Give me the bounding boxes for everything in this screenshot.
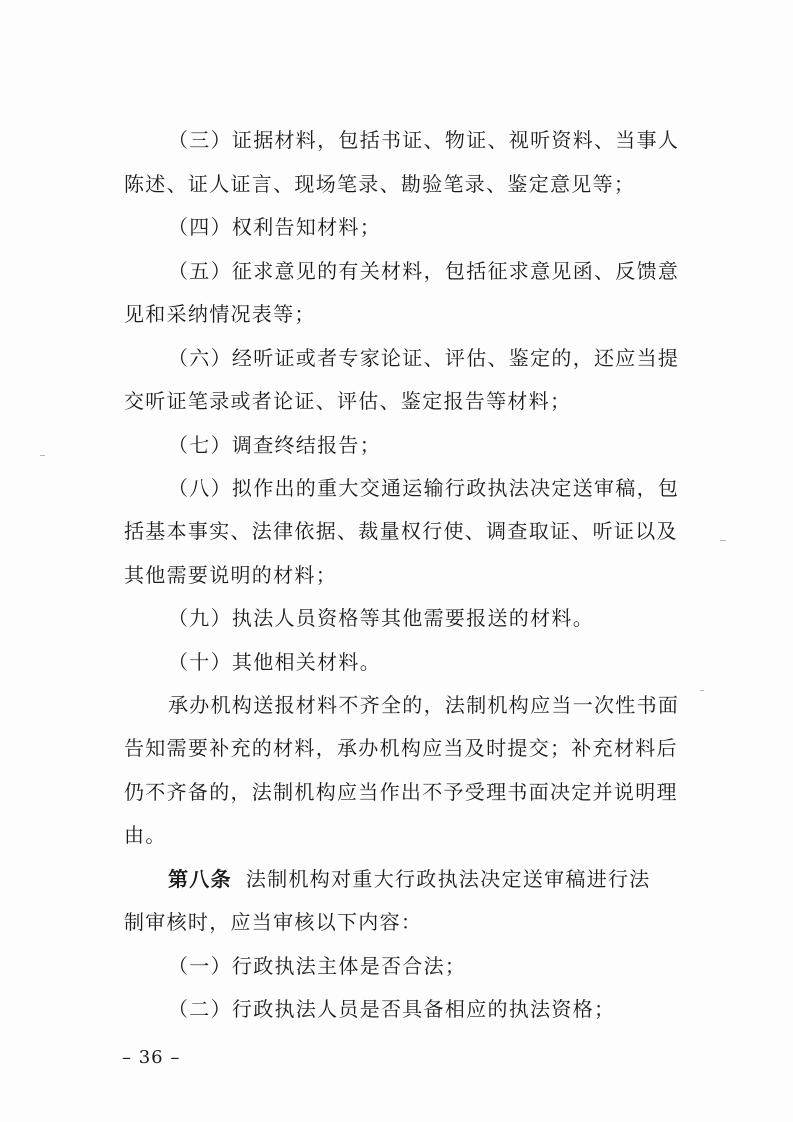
- text-line: （七）调查终结报告；: [168, 433, 381, 457]
- text-line: 陈述、证人证言、现场笔录、勘验笔录、鉴定意见等；: [124, 172, 636, 196]
- list-item: （一）行政执法主体是否合法；: [168, 954, 467, 978]
- article-8-label: 第八条: [168, 867, 232, 891]
- article-8-line: [168, 865, 651, 893]
- text-line: （六）经听证或者专家论证、评估、鉴定的，还应当提: [168, 346, 680, 370]
- text-line: 由。: [124, 823, 167, 847]
- list-item: （二）行政执法人员是否具备相应的执法资格；: [168, 997, 616, 1021]
- text-line: （三）证据材料，包括书证、物证、视听资料、当事人: [168, 128, 680, 152]
- page-number: – 36 –: [122, 1047, 181, 1068]
- text-line: 括基本事实、法律依据、裁量权行使、调查取证、听证以及: [124, 519, 678, 543]
- text-line: （五）征求意见的有关材料，包括征求意见函、反馈意: [168, 259, 680, 283]
- text-line: （九）执法人员资格等其他需要报送的材料。: [168, 606, 594, 630]
- text-line: 告知需要补充的材料，承办机构应当及时提交；补充材料后: [124, 736, 678, 760]
- text-line: 制审核时，应当审核以下内容：: [124, 910, 423, 934]
- text-line: 其他需要说明的材料；: [124, 563, 337, 587]
- text-line: 交听证笔录或者论证、评估、鉴定报告等材料；: [124, 389, 572, 413]
- text-line: 见和采纳情况表等；: [124, 302, 316, 326]
- scan-speck: [40, 455, 45, 456]
- text-line: 承办机构送报材料不齐全的，法制机构应当一次性书面: [168, 693, 680, 717]
- scan-speck: [700, 690, 704, 691]
- text-line: （四）权利告知材料；: [168, 215, 381, 239]
- text-line: （十）其他相关材料。: [168, 650, 381, 674]
- article-8-text: 法制机构对重大行政执法决定送审稿进行法: [245, 867, 651, 891]
- text-line: 仍不齐备的，法制机构应当作出不予受理书面决定并说明理: [124, 780, 678, 804]
- scan-speck: [720, 540, 726, 541]
- text-line: （八）拟作出的重大交通运输行政执法决定送审稿，包: [168, 476, 680, 500]
